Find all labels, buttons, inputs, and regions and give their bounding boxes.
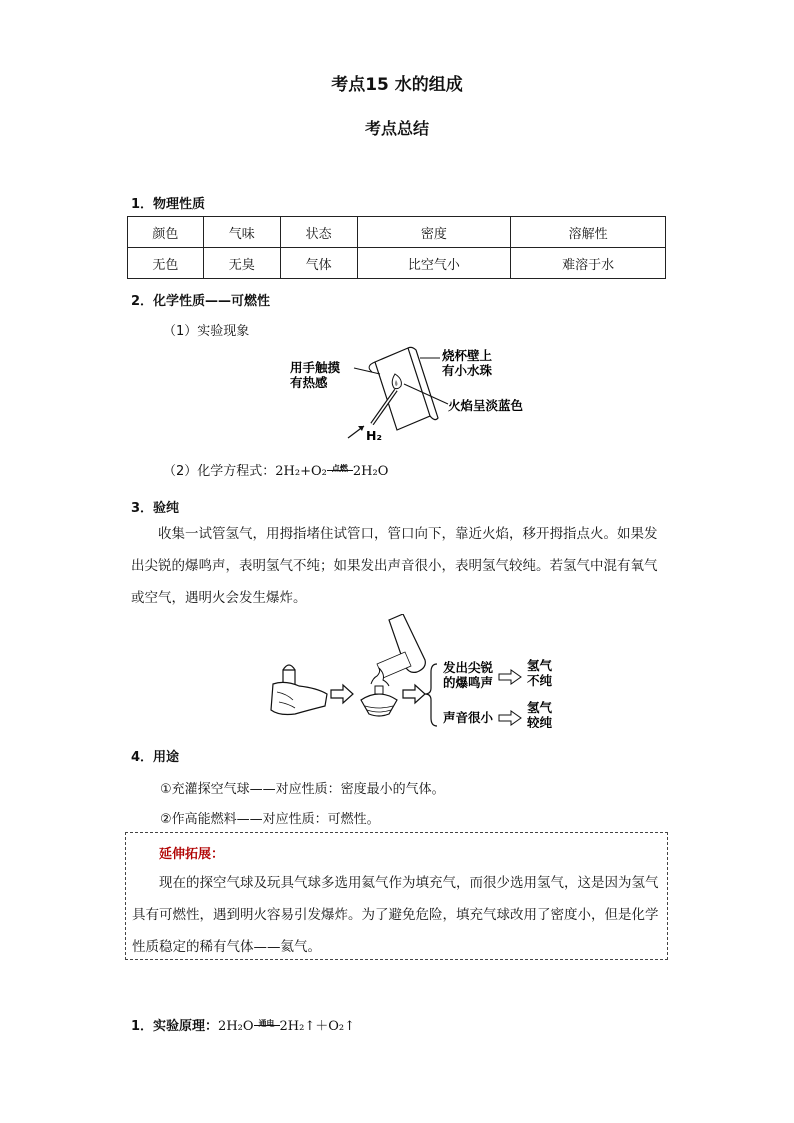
section2-item1: （1）实验现象 (163, 324, 250, 339)
table-header-cell: 溶解性 (511, 217, 666, 248)
equation-prefix: （2）化学方程式： (163, 464, 276, 479)
table-header-cell: 颜色 (128, 217, 204, 248)
principle-heading: 1．实验原理： (131, 1019, 219, 1034)
table-cell: 无色 (128, 248, 204, 279)
flame-label: 火焰呈淡蓝色 (448, 398, 524, 413)
pure-label: 氢气较纯 (527, 700, 553, 728)
equation-condition: 点燃 (331, 463, 348, 473)
combustion-equation (275, 464, 388, 479)
extension-box (125, 832, 668, 960)
purity-test-figure (265, 614, 565, 728)
section2-heading: 2．化学性质——可燃性 (131, 294, 271, 309)
table-header-cell: 状态 (280, 217, 357, 248)
table-cell: 难溶于水 (511, 248, 666, 279)
table-header-cell: 密度 (357, 217, 511, 248)
equation-condition: 通电 (258, 1018, 275, 1028)
electrolysis-equation (218, 1019, 355, 1034)
section1-heading: 1．物理性质 (131, 197, 206, 212)
table-cell: 无臭 (203, 248, 280, 279)
sharp-sound-label: 发出尖锐的爆鸣声 (443, 660, 494, 690)
section3-heading: 3．验纯 (131, 501, 180, 516)
use-item-2: ②作高能燃料——对应性质：可燃性。 (160, 812, 380, 827)
equation-right: 2H₂↑＋O₂↑ (279, 1019, 356, 1034)
extension-text: 现在的探空气球及玩具气球多选用氦气作为填充气，而很少选用氢气，这是因为氢气具有可燃性，遇到明火容易引发爆炸。为了避免危险，填充气球改用了密度小，但是化学性质稳定的稀有气体——氦气。 (132, 875, 659, 955)
section2-item2 (163, 460, 388, 479)
table-cell: 比空气小 (357, 248, 511, 279)
touch-label: 用手触摸有热感 (290, 360, 341, 390)
impure-label: 氢气不纯 (527, 658, 553, 688)
quiet-sound-label: 声音很小 (443, 710, 494, 725)
hydrogen-combustion-figure (280, 344, 550, 448)
equation-right: 2H₂O (352, 464, 389, 479)
table-header-cell: 气味 (203, 217, 280, 248)
table-header-row (128, 217, 666, 248)
beaker-label: 烧杯壁上有小水珠 (442, 348, 493, 378)
page-subtitle: 考点总结 (364, 119, 429, 138)
table-cell: 气体 (280, 248, 357, 279)
gas-label: H₂ (366, 428, 382, 443)
physical-properties-table (127, 216, 666, 279)
table-row (128, 248, 666, 279)
equation-left: 2H₂O (218, 1019, 254, 1034)
section3-paragraph: 收集一试管氢气，用拇指堵住试管口，管口向下，靠近火焰，移开拇指点火。如果发出尖锐的爆鸣声，表明氢气不纯；如果发出声音很小，表明氢气较纯。若氢气中混有氧气或空气，遇明火会发生爆炸。 (131, 526, 658, 606)
section4-heading: 4．用途 (131, 750, 180, 765)
use-item-1: ①充灌探空气球——对应性质：密度最小的气体。 (160, 782, 445, 797)
extension-label: 延伸拓展： (159, 847, 225, 862)
principle-line (131, 1015, 355, 1034)
page-title: 考点15 水的组成 (331, 75, 463, 95)
equation-left: 2H₂+O₂ (275, 464, 327, 479)
